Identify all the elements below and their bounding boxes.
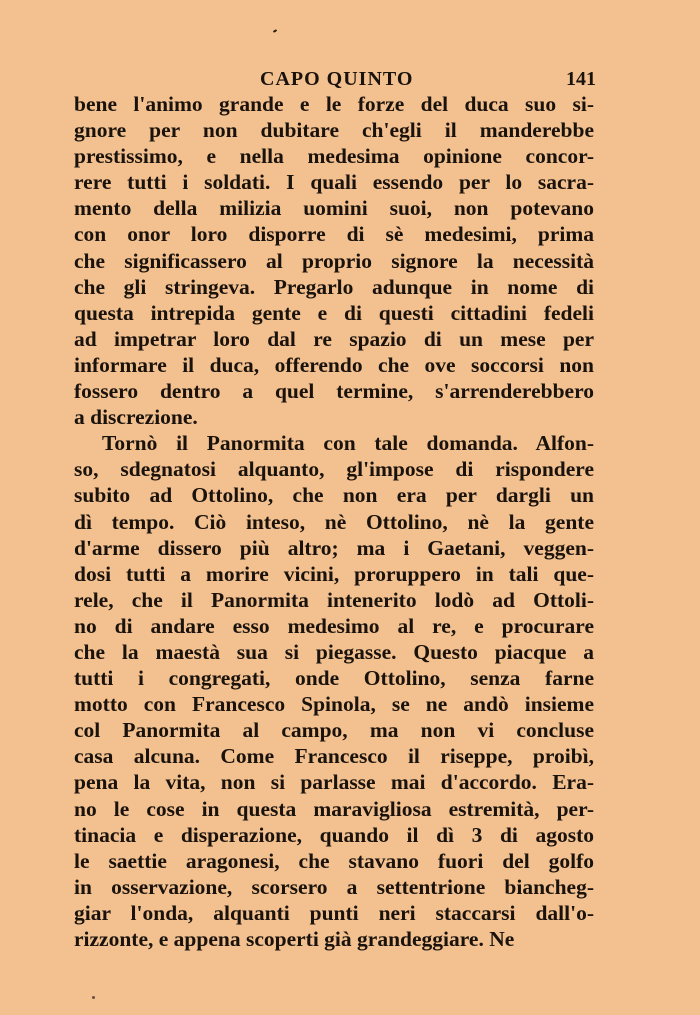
text-line: informare il duca, offerendo che ove soccorsi non <box>74 352 594 377</box>
ink-speck <box>273 29 277 33</box>
text-line: gnore per non dubitare ch'egli il manderebbe <box>74 118 594 143</box>
text-line: so, sdegnatosi alquanto, gl'impose di rispondere <box>74 457 594 482</box>
text-line: mento della milizia uomini suoi, non potevano <box>74 196 594 221</box>
text-line: no le cose in questa maravigliosa estremità, per- <box>74 796 594 821</box>
text-line: rere tutti i soldati. I quali essendo per lo sacra- <box>74 170 594 195</box>
text-line: subito ad Ottolino, che non era per dargli un <box>74 483 594 508</box>
text-line: questa intrepida gente e di questi cittadini fedeli <box>74 300 594 325</box>
text-line: in osservazione, scorsero a settentrione biancheg- <box>74 874 594 899</box>
text-line: dosi tutti a morire vicini, proruppero in tali que- <box>74 561 594 586</box>
text-line: bene l'animo grande e le forze del duca suo si- <box>74 92 594 116</box>
text-line: Tornò il Panormita con tale domanda. Alfon- <box>102 431 594 456</box>
text-line: casa alcuna. Come Francesco il riseppe, proibì, <box>74 744 594 769</box>
text-line: fossero dentro a quel termine, s'arrenderebbero <box>74 379 594 404</box>
text-line: a discrezione. <box>74 405 198 430</box>
text-line: le saettie aragonesi, che stavano fuori del golfo <box>74 848 594 873</box>
text-line: dì tempo. Ciò inteso, nè Ottolino, nè la gente <box>74 509 594 534</box>
ink-dot <box>92 996 95 999</box>
text-line: con onor loro disporre di sè medesimi, prima <box>74 222 594 247</box>
text-line: prestissimo, e nella medesima opinione concor- <box>74 144 594 169</box>
text-line: che gli stringeva. Pregarlo adunque in nome di <box>74 274 594 299</box>
text-line: d'arme dissero più altro; ma i Gaetani, veggen- <box>74 535 594 560</box>
text-line: tutti i congregati, onde Ottolino, senza farne <box>74 666 594 691</box>
running-title: CAPO QUINTO <box>260 68 414 90</box>
text-line: rele, che il Panormita intenerito lodò ad Ottoli- <box>74 587 594 612</box>
text-line: motto con Francesco Spinola, se ne andò insieme <box>74 692 594 717</box>
text-line: col Panormita al campo, ma non vi concluse <box>74 718 594 743</box>
text-line: ad impetrar loro dal re spazio di un mese per <box>74 326 594 351</box>
text-line: pena la vita, non si parlasse mai d'accordo. Era- <box>74 770 594 795</box>
text-line: giar l'onda, alquanti punti neri staccarsi dall'o- <box>74 900 594 925</box>
text-line: tinacia e disperazione, quando il dì 3 di agosto <box>74 822 594 847</box>
running-head <box>74 66 598 92</box>
paragraph-1 <box>74 91 594 430</box>
page-number: 141 <box>566 68 596 90</box>
text-line: che significassero al proprio signore la necessità <box>74 248 594 273</box>
text-line: no di andare esso medesimo al re, e procurare <box>74 613 594 638</box>
text-line: che la maestà sua si piegasse. Questo piacque a <box>74 639 594 664</box>
paragraph-2 <box>74 430 594 952</box>
text-line: rizzonte, e appena scoperti già grandeggiare. Ne <box>74 927 515 951</box>
body-text <box>74 91 594 952</box>
